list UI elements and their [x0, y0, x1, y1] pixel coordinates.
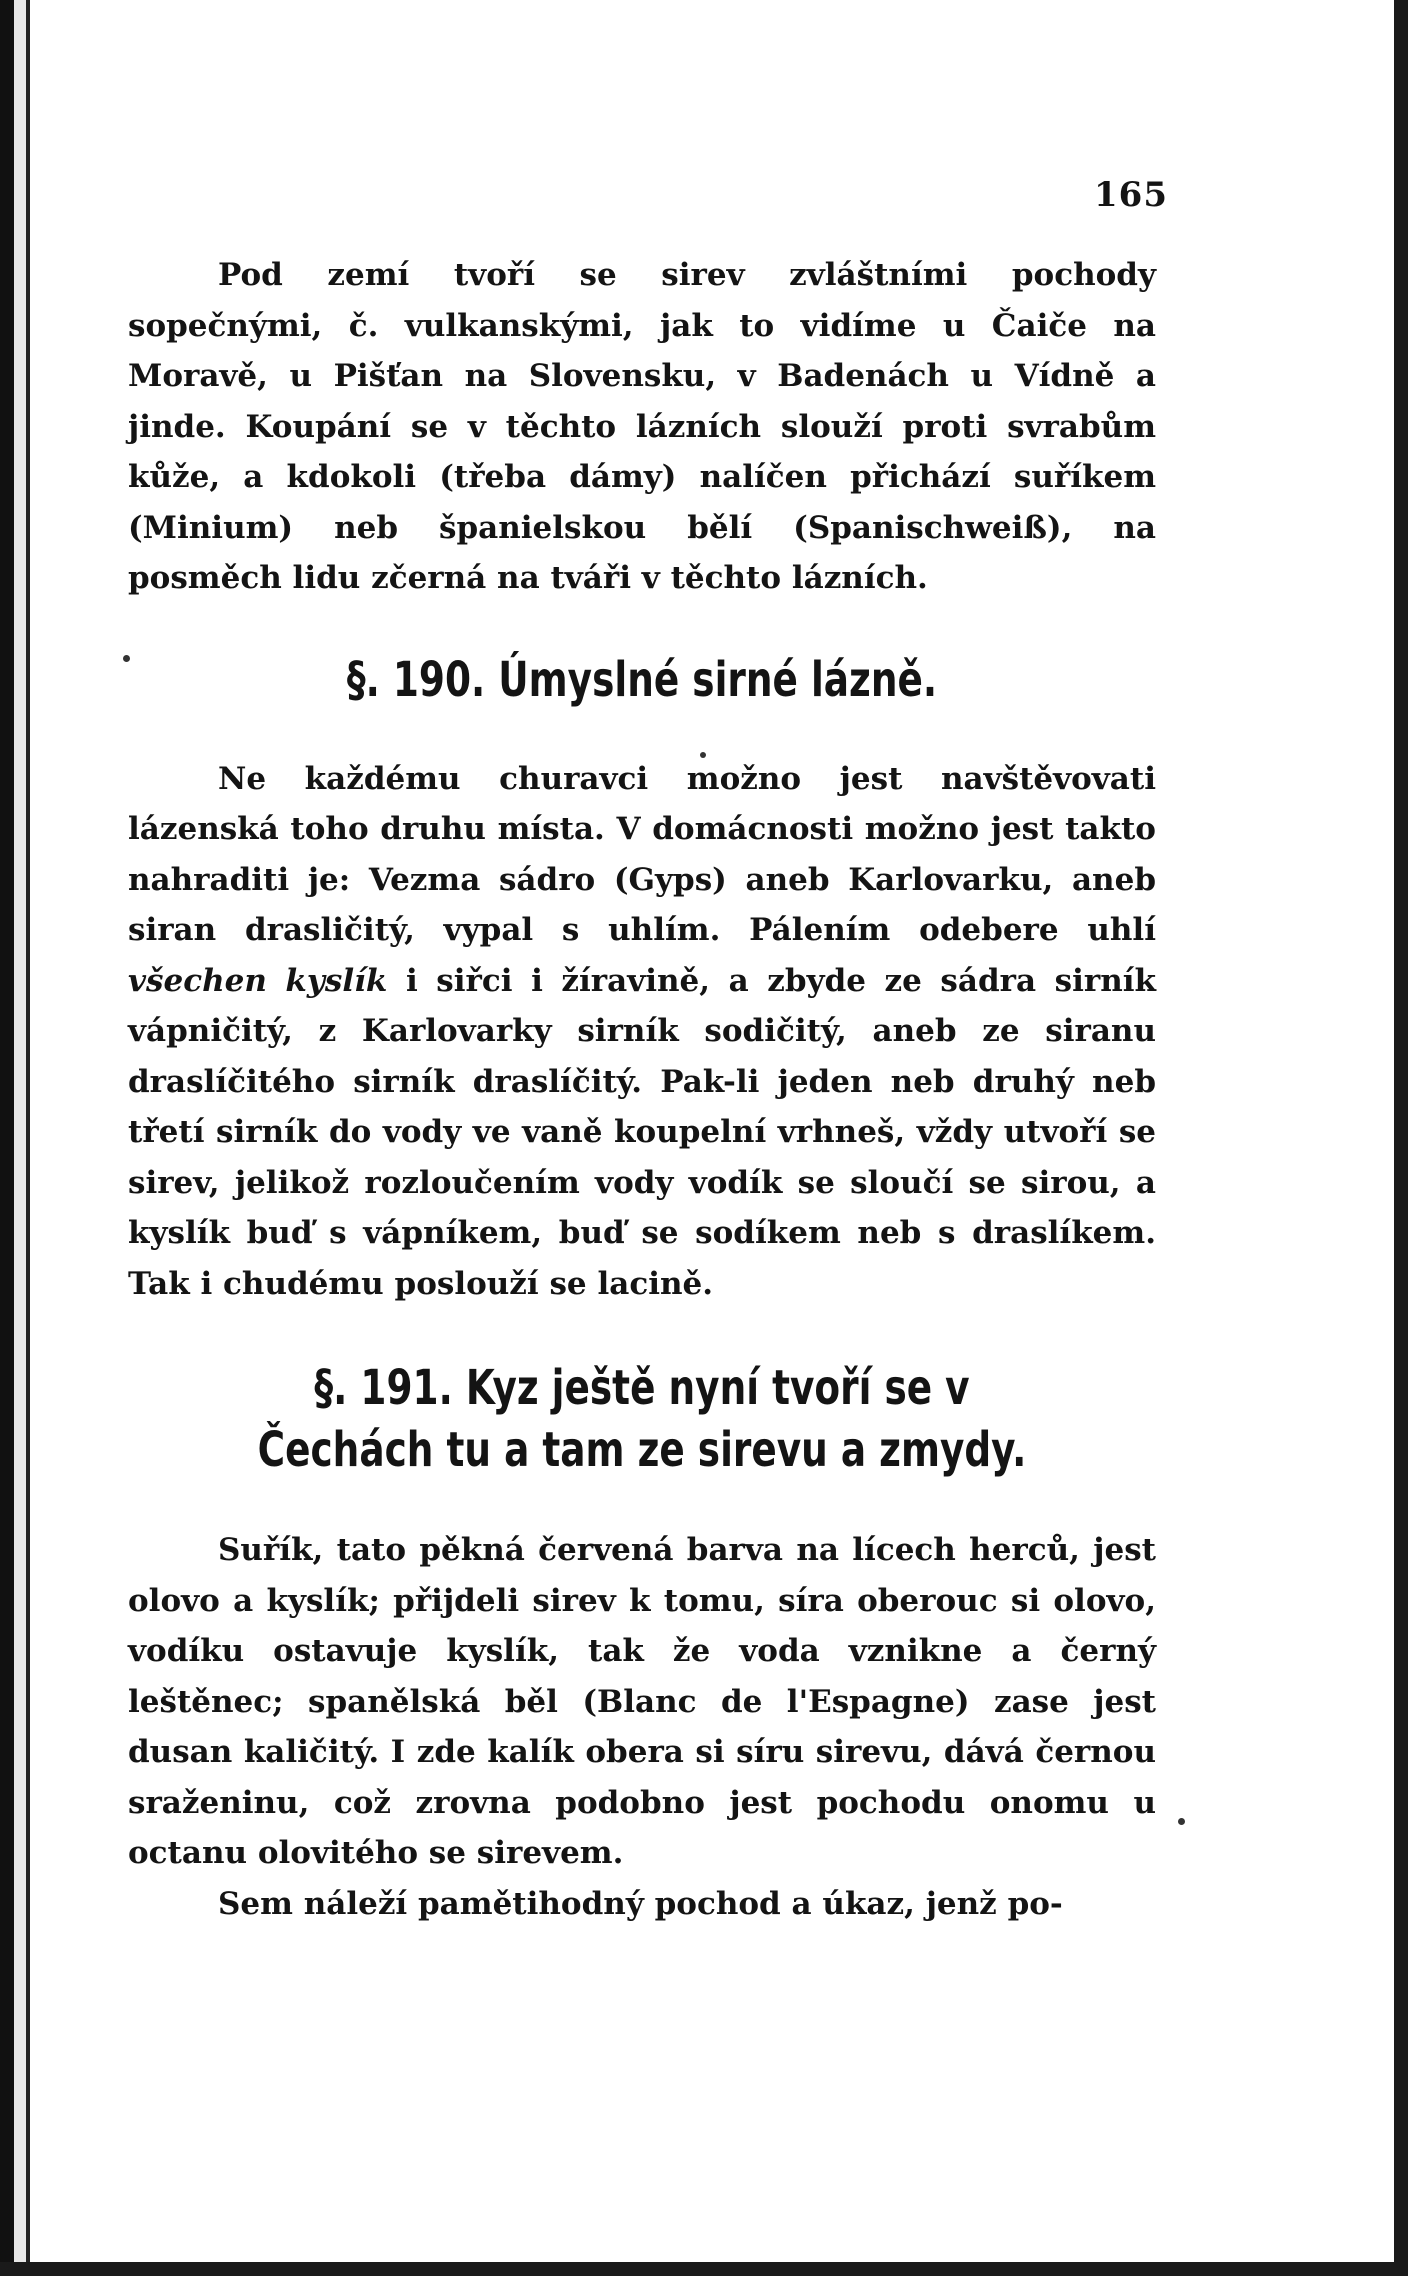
section-190-heading: §. 190. Úmyslné sirné lázně.	[346, 651, 938, 708]
section-190-emphasis: všechen kyslík	[128, 962, 388, 999]
section-191-paragraph-2: Sem náleží pamětihodný pochod a úkaz, jenž po-	[218, 1885, 1063, 1922]
speck-mark	[1178, 1818, 1185, 1825]
section-191-heading: §. 191. Kyz ještě nyní tvoří se v Čechách tu a tam ze sirevu a zmydy.	[257, 1360, 1027, 1478]
scan-right-edge	[1386, 0, 1408, 2276]
section-190-paragraph	[128, 754, 1156, 1310]
scan-bottom-edge	[0, 2262, 1408, 2276]
section-190-text-start: Ne každému churavci možno jest navštěvovati lázenská toho druhu místa. V domácnosti možno jest takto nahraditi je: Vezma sádro (Gyps) aneb Karlovarku, aneb siran drasličitý, vypal s uhlím. Pálením odebere uhlí	[128, 760, 1156, 948]
section-191-paragraph-1: Suřík, tato pěkná červená barva na lícech herců, jest olovo a kyslík; přijdeli sirev k tomu, síra oberouc si olovo, vodíku ostavuje kyslík, tak že voda vznikne a černý leštěnec; spanělská běl (Blanc de l'Espagne) zase jest dusan kaličitý. I zde kalík obera si síru sirevu, dává černou sraženinu, což zrovna podobno jest pochodu onomu u octanu olovitého se sirevem.	[128, 1532, 1156, 1871]
scan-left-edge	[0, 0, 42, 2276]
section-190-text-end: i siřci i žíravině, a zbyde ze sádra sirník vápničitý, z Karlovarky sirník sodičitý, aneb ze siranu draslíčitého sirník draslíčitý. Pak-li jeden neb druhý neb třetí sirník do vody ve vaně koupelní vrhneš, vždy utvoří se sirev, jelikož rozloučením vody vodík se sloučí se sirou, a kyslík buď s vápníkem, buď se sodíkem neb s draslíkem. Tak i chudému poslouží se lacině.	[128, 962, 1156, 1302]
intro-paragraph: Pod zemí tvoří se sirev zvláštními pochody sopečnými, č. vulkanskými, jak to vidíme u Čaiče na Moravě, u Pišťan na Slovensku, v Badenách u Vídně a jinde. Koupání se v těchto lázních slouží proti svrabům kůže, a kdokoli (třeba dámy) nalíčen přichází suříkem (Minium) neb španielskou bělí (Spanischweiß), na posměch lidu zčerná na tváři v těchto lázních.	[128, 257, 1156, 596]
page-number: 165	[1094, 175, 1168, 215]
page-content	[128, 250, 1156, 1929]
